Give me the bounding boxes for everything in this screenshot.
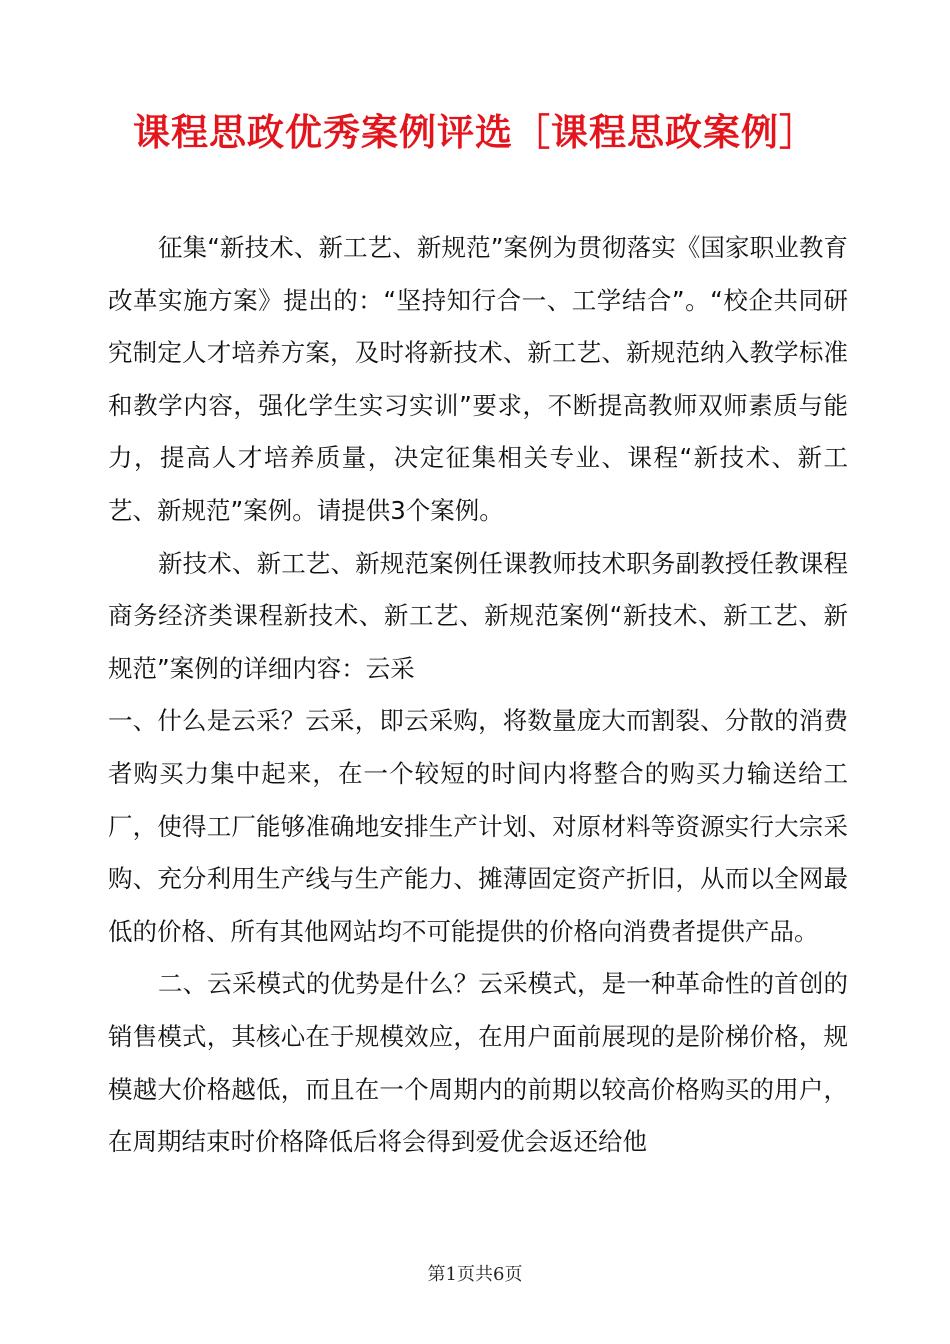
document-title: 课程思政优秀案例评选［课程思政案例］ <box>133 111 817 154</box>
paragraph-section-two: 二、云采模式的优势是什么？云采模式，是一种革命性的首创的销售模式，其核心在于规模效应，在用户面前展现的是阶梯价格，规模越大价格越低，而且在一个周期内的前期以较高价格购买的用户，在周期结束时价格降低后将会得到爱优会返还给他 <box>108 969 848 1157</box>
paragraph-case-info: 新技术、新工艺、新规范案例任课教师技术职务副教授任教课程商务经济类课程新技术、新工艺、新规范案例“新技术、新工艺、新规范”案例的详细内容：云采 <box>108 548 848 683</box>
paragraph-intro: 征集“新技术、新工艺、新规范”案例为贯彻落实《国家职业教育改革实施方案》提出的：“坚持知行合一、工学结合”。“校企共同研究制定人才培养方案，及时将新技术、新工艺、新规范纳入教学标准和教学内容，强化学生实习实训”要求，不断提高教师双师素质与能力，提高人才培养质量，决定征集相关专业、课程“新技术、新工艺、新规范”案例。请提供3个案例。 <box>108 233 848 525</box>
document-body <box>108 222 848 1169</box>
paragraph-section-one: 一、什么是云采？云采，即云采购，将数量庞大而割裂、分散的消费者购买力集中起来，在一个较短的时间内将整合的购买力输送给工厂，使得工厂能够准确地安排生产计划、对原材料等资源实行大宗采购、充分利用生产线与生产能力、摊薄固定资产折旧，从而以全网最低的价格、所有其他网站均不可能提供的价格向消费者提供产品。 <box>108 706 848 946</box>
page-footer: 第1页共6页 <box>427 1264 523 1285</box>
